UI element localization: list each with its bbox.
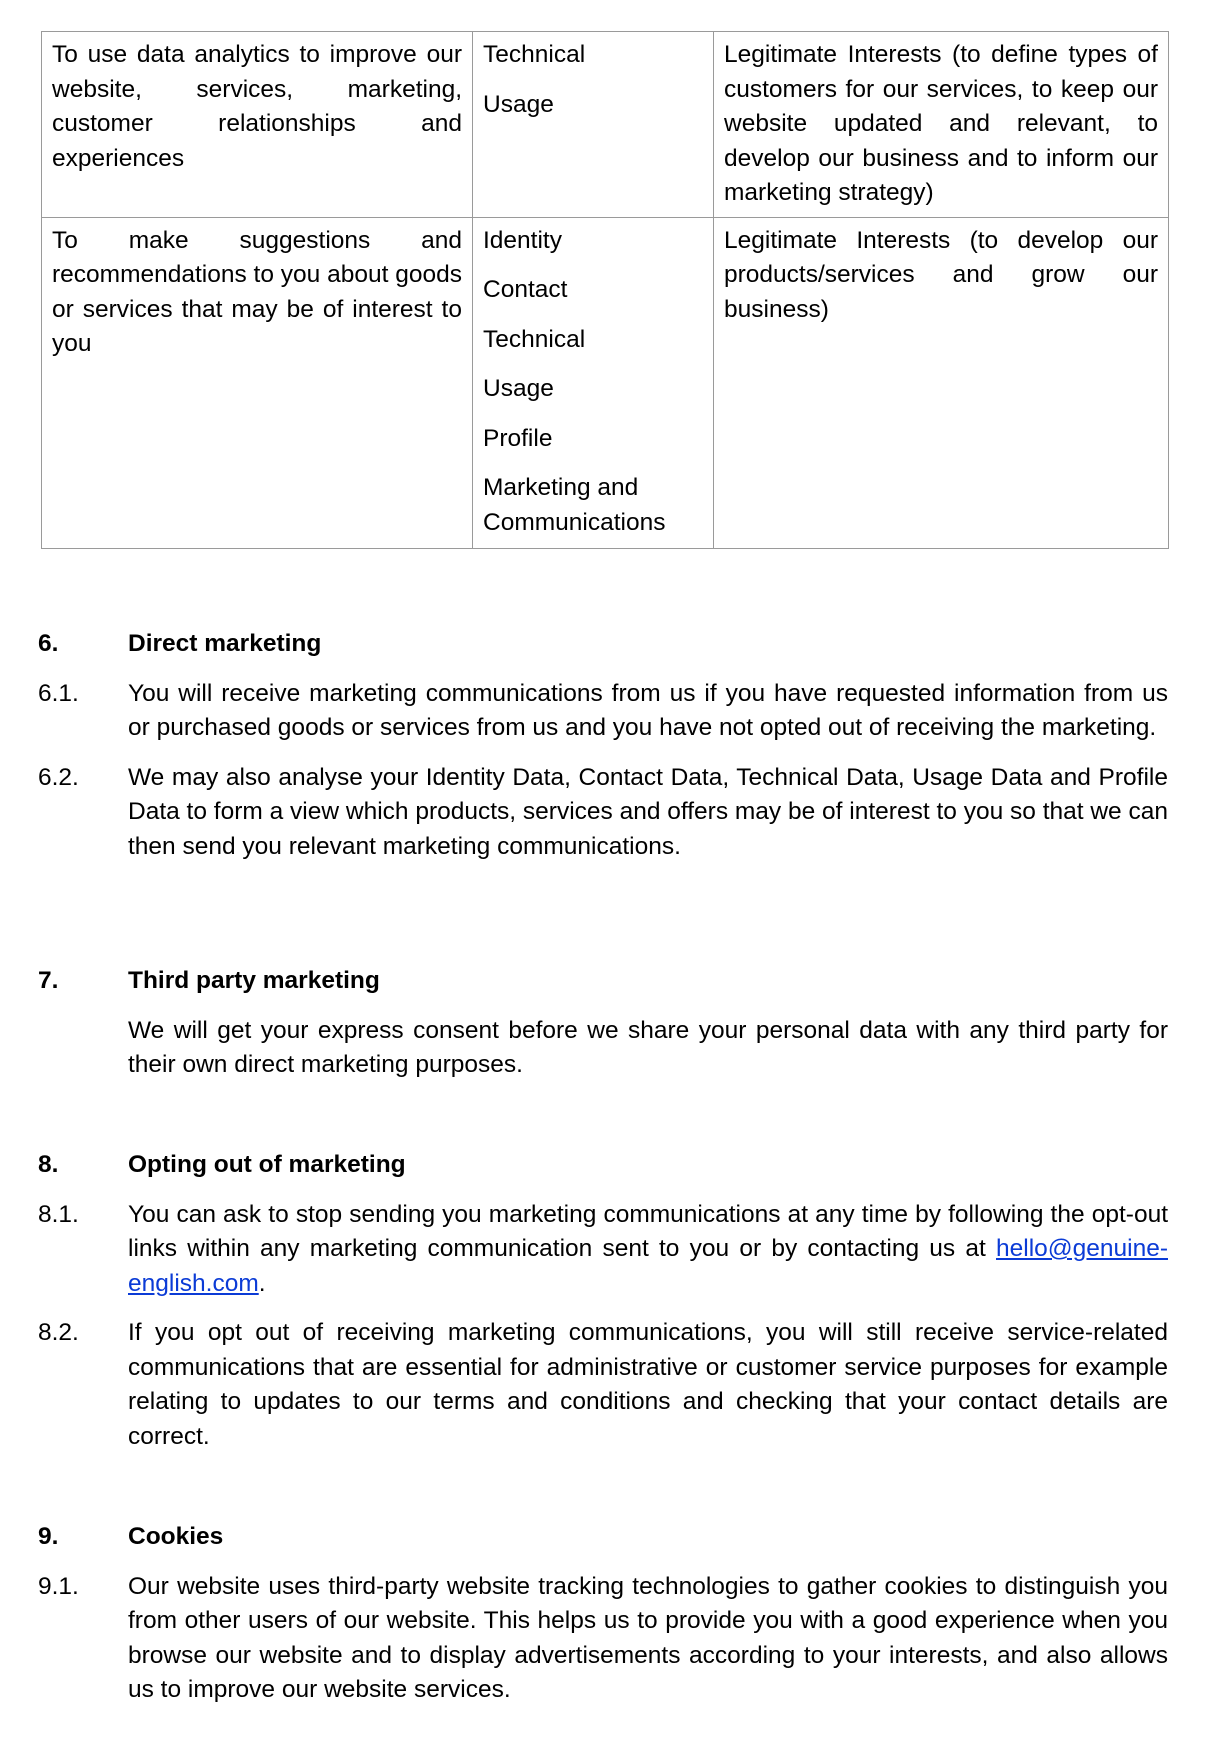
paragraph-text: You will receive marketing communications from us if you have requested information from us or purchased goods or services from us and you have not opted out of receiving the marketing. [128,679,1168,741]
section-cookies [38,1520,1168,1723]
section-heading: Cookies [128,1523,224,1550]
lawful-basis-table [41,31,1169,549]
paragraph-number-empty [38,1014,128,1083]
paragraph-number: 6.2. [38,763,79,791]
purpose-cell: To make suggestions and recommendations to you about goods or services that may be of interest to you [42,217,473,548]
paragraph-text: We may also analyse your Identity Data, Contact Data, Technical Data, Usage Data and Profile Data to form a view which products, services and offers may be of interest to you so that we can then send you relevant marketing communications. [128,763,1168,860]
paragraph-text: If you opt out of receiving marketing communications, you will still receive service-related communications that are essential for administrative or customer service purposes for example relating to updates to our terms and conditions and checking that your contact details are correct. [128,1319,1168,1450]
section-heading: Opting out of marketing [128,1151,406,1178]
category-item: Usage [483,375,554,402]
section-number: 6. [38,630,59,657]
category-item: Technical [483,325,586,353]
paragraph-text: We will get your express consent before we share your personal data with any third party for their own direct marketing purposes. [128,1016,1168,1078]
paragraph-number: 8.2. [38,1319,79,1346]
data-categories-cell [473,217,714,548]
section-heading: Direct marketing [128,630,322,657]
section-number: 7. [38,967,59,994]
paragraph-number: 9.1. [38,1572,79,1600]
paragraph-number: 8.1. [38,1200,79,1228]
section-heading: Third party marketing [128,967,380,994]
lawful-basis-cell: Legitimate Interests (to develop our products/services and grow our business) [714,217,1169,548]
category-item: Profile [483,424,553,452]
paragraph-text-part: You can ask to stop sending you marketing communications at any time by following the opt-out links within any marketing communication sent to you or by contacting us at [128,1200,1168,1262]
category-item: Usage [483,90,554,118]
paragraph-number: 6.1. [38,679,79,707]
section-direct-marketing [38,627,1168,879]
contact-email-link[interactable]: hello@genuine-english.com [128,1235,1168,1297]
section-number: 8. [38,1151,59,1178]
section-third-party-marketing [38,964,1168,1098]
category-item: Marketing and Communications [483,474,666,536]
category-item: Contact [483,276,568,303]
data-categories-cell [473,32,714,218]
category-item: Technical [483,41,586,68]
paragraph-text [128,1198,1168,1302]
paragraph-text: Our website uses third-party website tracking technologies to gather cookies to distinguish you from other users of our website. This helps us to provide you with a good experience when you browse our website and to display advertisements according to your interests, and also allows us to improve our website services. [128,1572,1168,1703]
paragraph-text-part: . [258,1269,266,1297]
section-number: 9. [38,1523,59,1550]
purpose-cell: To use data analytics to improve our website, services, marketing, customer relationships and experiences [42,32,473,218]
table-row [42,32,1169,218]
table-row [42,217,1169,548]
section-opting-out [38,1148,1168,1469]
lawful-basis-cell: Legitimate Interests (to define types of customers for our services, to keep our website updated and relevant, to develop our business and to inform our marketing strategy) [714,32,1169,218]
category-item: Identity [483,226,562,254]
